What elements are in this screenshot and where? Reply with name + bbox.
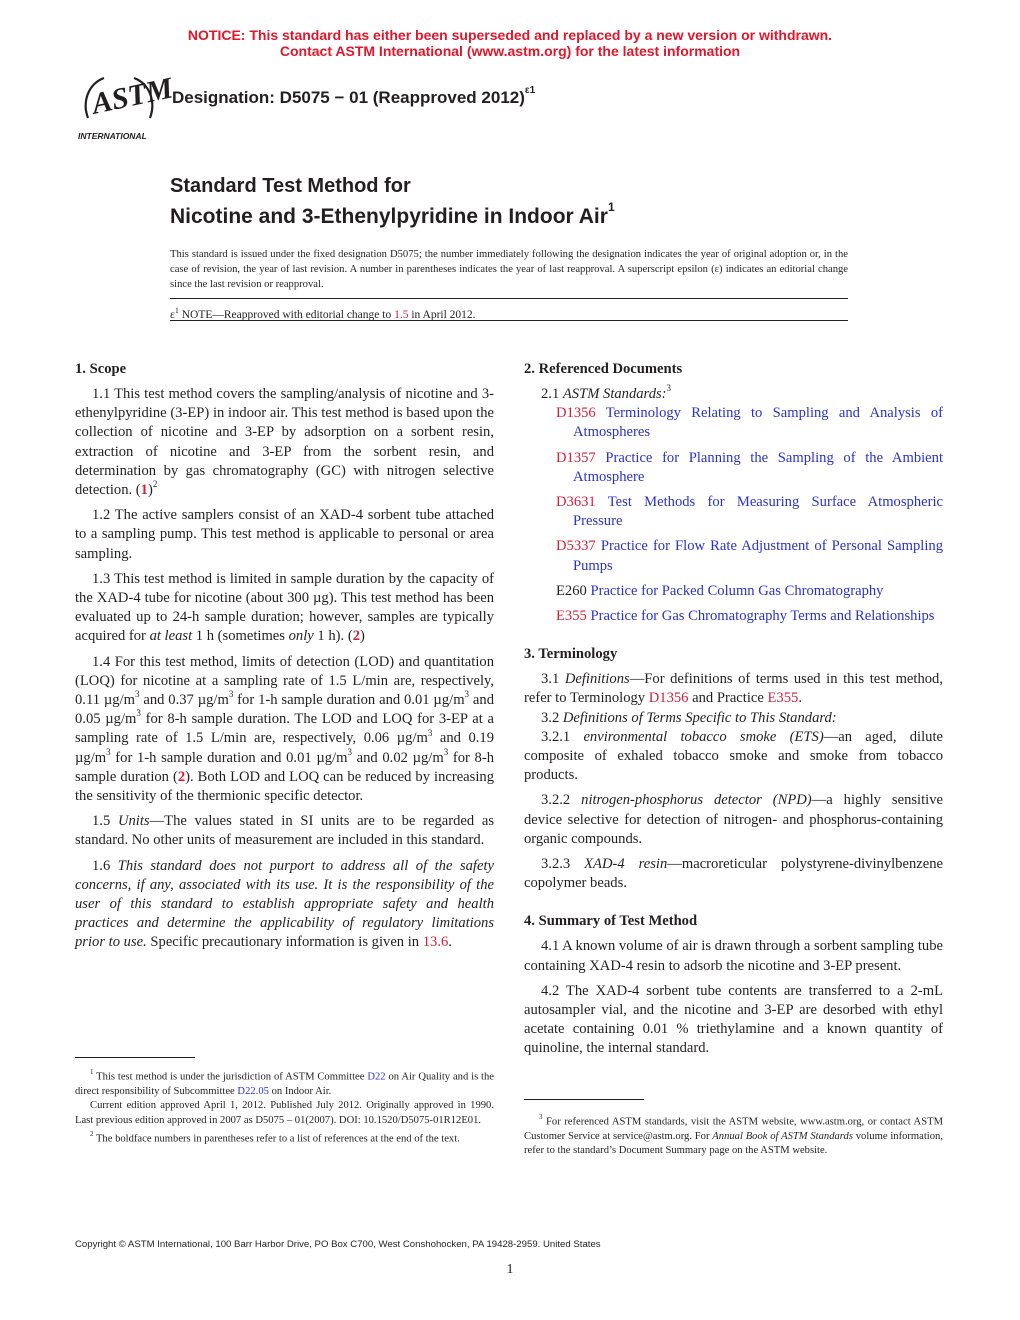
withdrawal-notice [0,27,1020,59]
footnotes-right [524,1111,943,1159]
ref-code-link[interactable]: D3631 [556,494,596,511]
astm-logo-icon [74,71,176,144]
designation [172,85,536,108]
paragraph-3-2: 3.2 Definitions of Terms Specific to This Standard: [541,709,837,726]
link-d22-05[interactable]: D22.05 [237,1085,269,1097]
ref-title-link[interactable]: Practice for Packed Column Gas Chromatography [590,582,884,599]
paragraph-4-2: 4.2 The XAD-4 sorbent tube contents are transferred to a 2-mL autosampler vial, and the nicotine and 3-EP are desorbed with ethyl acetate containing 0.01 % triethylamine and a known quantity of quinoline, the internal standard. [524,982,943,1057]
footnote-3: $^3$ For referenced ASTM standards, visit the ASTM website, www.astm.org, or contact ASTM Customer Service at service@astm.org. For Annual Book of ASTM Standards volume information, refer to the standard’s Document Summary page on the ASTM website. [524,1113,943,1157]
logo-subtitle: INTERNATIONAL [78,131,147,141]
paragraph-1-4: 1.4 For this test method, limits of detection (LOD) and quantitation (LOQ) for nicotine at a sampling rate of 1.5 L/min are, respectively, 0.11 $\mu g/m^3$ and 0.37 $\mu g/m^3$ for 1-h sample duration and 0.01 $\mu g/m^3$ and 0.05 $\mu g/m^3$ for 8-h sample duration. The LOD and LOQ for 3-EP at a sampling rate of 1.5 L/min are, respectively, 0.06 $\mu g/m^3$ and 0.19 $\mu g/m^3$ for 1-h sample duration and 0.01 $\mu g/m^3$ and 0.02 $\mu g/m^3$ for 8-h sample duration (2). Both LOD and LOQ can be reduced by increasing the sensitivity of the thermionic specific detector. [75,653,495,805]
title-line-2: Nicotine and 3-Ethenylpyridine in Indoor Air [170,205,608,228]
paragraph-1-3: 1.3 This test method is limited in sample duration by the capacity of the XAD-4 tube for nicotine (about 300 µg). This test method has been evaluated up to 24-h sample duration; however, samples are typically acquired for at least 1 h (sometimes only 1 h). (2) [75,570,494,645]
footnote-2: $^2$ The boldface numbers in parentheses refer to a list of references at the end of the text. [90,1130,460,1145]
ref-link-2[interactable]: 2 [177,768,186,785]
page-number: 1 [506,1262,514,1277]
link-d22[interactable]: D22 [367,1071,386,1083]
reference-item [541,537,943,575]
link-d1356[interactable]: D1356 [648,690,689,707]
reference-item [541,607,943,626]
footnote-divider [524,1099,644,1100]
logo-letters: ASTM [88,71,176,121]
copyright-line: Copyright © ASTM International, 100 Barr Harbor Drive, PO Box C700, West Conshohocken, PA 19428-2959. United States [75,1239,601,1250]
ref-title-link[interactable]: Practice for Planning the Sampling of the Ambient Atmosphere [573,449,943,485]
ref-code-link[interactable]: D1357 [556,449,596,466]
link-e355[interactable]: E355 [767,690,799,707]
paragraph-3-2-3: 3.2.3 XAD-4 resin—macroreticular polystyrene-divinylbenzene copolymer beads. [524,856,943,892]
ref-code-link[interactable]: E355 [556,608,587,625]
paragraph-1-5: 1.5 Units—The values stated in SI units are to be regarded as standard. No other units of measurement are included in this standard. [75,813,495,849]
ref-code-link[interactable]: D5337 [556,538,596,555]
ref-link-1[interactable]: 1 [140,482,148,499]
paragraph-3-2-2: 3.2.2 nitrogen-phosphorus detector (NPD)—a highly sensitive device selective for detection of nitrogen- and phosphorus-containing organic compounds. [524,792,943,847]
divider [170,298,848,299]
ref-title-link[interactable]: Test Methods for Measuring Surface Atmospheric Pressure [573,494,943,530]
reference-item [541,493,943,531]
footnote-1: $^1$ This test method is under the jurisdiction of ASTM Committee D22 on Air Quality and is the direct responsibility of Subcommittee D22.05 on Indoor Air. [75,1068,494,1097]
reference-item [541,449,943,487]
title-footnote-mark: 1 [607,200,615,214]
paragraph-3-1: 3.1 Definitions—For definitions of terms used in this test method, refer to Terminology D1356 and Practice E355. [524,671,943,707]
section-heading-scope: 1. Scope [75,361,127,377]
reference-list [541,404,943,626]
link-section-1-5[interactable]: 1.5 [394,308,409,321]
ref-link-2[interactable]: 2 [352,628,360,645]
ref-code: E260 [556,582,587,599]
footnote-1-edition: Current edition approved April 1, 2012. Published July 2012. Originally approved in 1990. Last previous edition approved in 2007 as D5075 – 01(2007). DOI: 10.1520/D5075-01R12E01. [75,1100,494,1126]
ref-title-link[interactable]: Practice for Gas Chromatography Terms and Relationships [590,608,935,625]
reference-item [541,582,943,601]
divider [170,320,848,321]
paragraph-3-2-1: 3.2.1 environmental tobacco smoke (ETS)—an aged, dilute composite of exhaled tobacco smoke and smoke from tobacco products. [524,728,943,784]
ref-title-link[interactable]: Practice for Flow Rate Adjustment of Personal Sampling Pumps [573,538,943,574]
paragraph-2-1: 2.1 ASTM Standards:$^3$ [541,383,672,402]
designation-epsilon: ε1 [524,85,536,97]
issued-statement: This standard is issued under the fixed designation D5075; the number immediately following the designation indicates the year of original adoption or, in the case of revision, the year of last revision. A number in parentheses indicates the year of last reapproval. A superscript epsilon (ε) indicates an editorial change since the last revision or reapproval. [170,249,848,290]
title-line-1: Standard Test Method for [170,175,411,197]
reference-item [541,404,943,442]
paragraph-1-6: 1.6 This standard does not purport to address all of the safety concerns, if any, associated with its use. It is the responsibility of the user of this standard to establish appropriate safety and health practices and determine the applicability of regulatory limitations prior to use. Specific precautionary information is given in 13.6. [75,857,494,951]
ref-code-link[interactable]: D1356 [556,405,596,422]
footnote-divider [75,1057,195,1058]
link-section-13-6[interactable]: 13.6 [422,934,449,951]
notice-line-1: NOTICE: This standard has either been superseded and replaced by a new version or withdrawn. [187,27,833,43]
paragraph-1-1: 1.1 This test method covers the sampling/analysis of nicotine and 3-ethenylpyridine (3-EP) in indoor air. This test method is based upon the collection of nicotine and 3-EP by adsorption on a sorbent resin, extraction of nicotine and 3-EP from the sorbent resin, and determination by gas chromatography (GC) with nitrogen selective detection. $(1)^2$ [75,386,494,499]
document-title [170,174,615,230]
ref-title-link[interactable]: Terminology Relating to Sampling and Analysis of Atmospheres [573,405,944,441]
right-column [524,357,943,1065]
paragraph-4-1: 4.1 A known volume of air is drawn through a sorbent sampling tube containing XAD-4 resin to adsorb the nicotine and 3-EP present. [524,938,943,974]
left-column [75,357,494,959]
section-heading-referenced-documents: 2. Referenced Documents [524,361,683,377]
footnotes-left [75,1066,494,1147]
paragraph-1-2: 1.2 The active samplers consist of an XAD-4 sorbent tube attached to a sampling pump. This test method is applicable to personal or area sampling. [75,507,494,562]
section-heading-summary: 4. Summary of Test Method [524,913,698,930]
designation-text: Designation: D5075 − 01 (Reapproved 2012) [172,88,525,107]
section-heading-terminology: 3. Terminology [524,646,618,663]
epsilon-note: $\varepsilon^1$ NOTE—Reapproved with editorial change to 1.5 in April 2012. [170,306,476,321]
notice-line-2: Contact ASTM International (www.astm.org) for the latest information [279,43,741,59]
